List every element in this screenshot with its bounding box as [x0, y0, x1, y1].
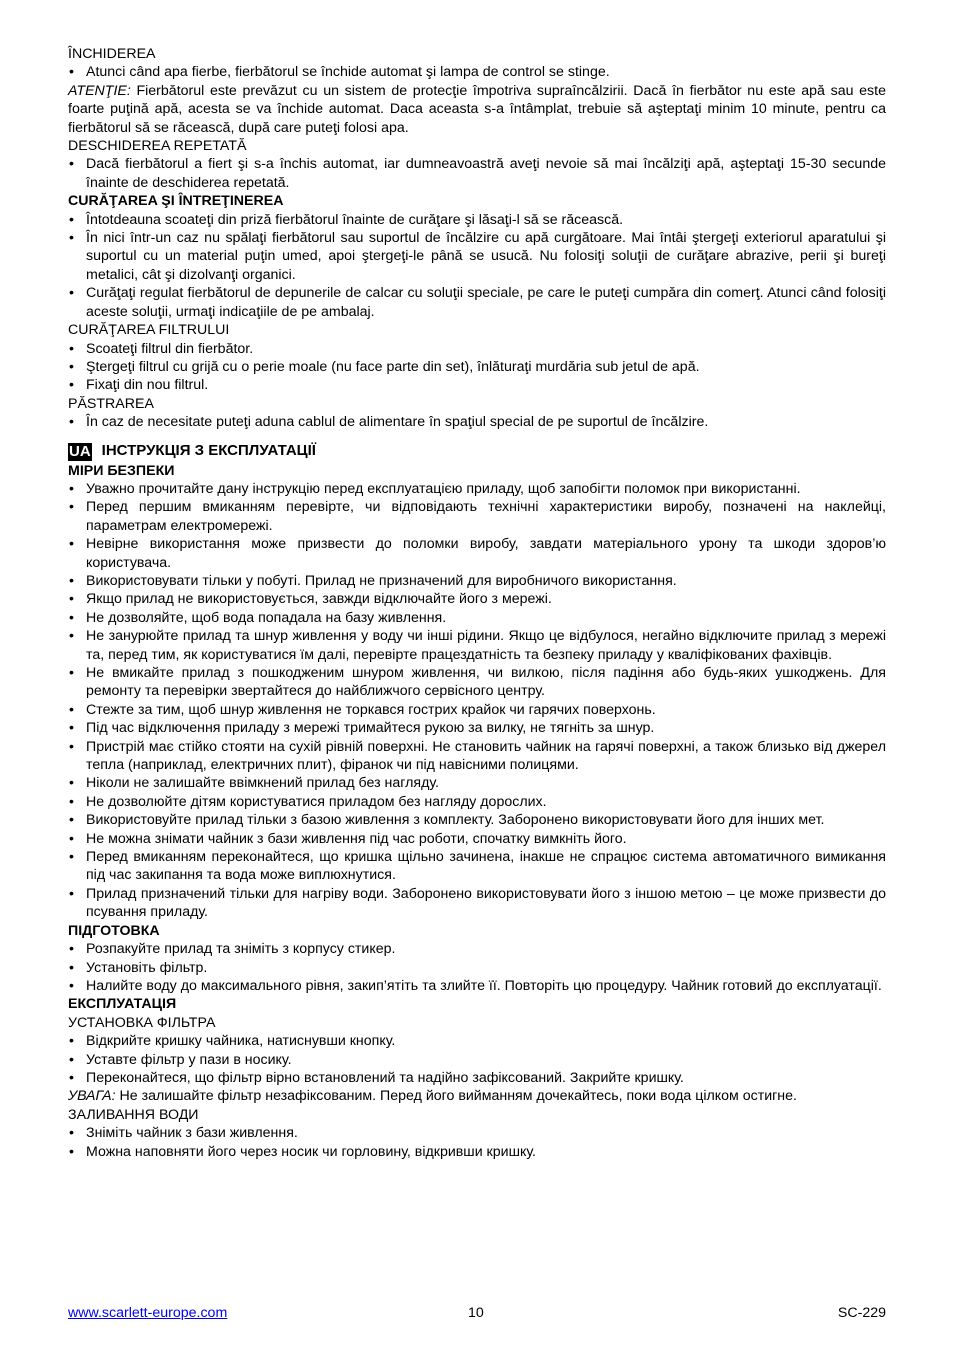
section-title: ІНСТРУКЦІЯ З ЕКСПЛУАТАЦІЇ: [101, 442, 316, 460]
list-filtru: [68, 340, 886, 395]
list-inchiderea: [68, 63, 886, 81]
list-deschiderea: [68, 155, 886, 192]
uvaga-paragraph: [68, 1087, 886, 1105]
list-item: • În caz de necesitate puteţi aduna cablul de alimentare în spaţiul special de pe suportul de încălzire.: [68, 413, 886, 431]
heading-curatarea: CURĂŢAREA ŞI ÎNTREŢINEREA: [68, 193, 284, 210]
list-item: • Переконайтеся, що фільтр вірно встановлений та надійно зафіксований. Закрийте кришку.: [68, 1069, 886, 1087]
list-filter-install: [68, 1032, 886, 1087]
heading-filter-install: УСТАНОВКА ФІЛЬТРА: [68, 1014, 216, 1031]
list-filling: [68, 1124, 886, 1161]
list-item: • Під час відключення приладу з мережі тримайтеся рукою за вилку, не тягніть за шнур.: [68, 719, 886, 737]
list-item: • Уставте фільтр у пази в носику.: [68, 1051, 886, 1069]
list-item: • Не дозволяйте, щоб вода попадала на базу живлення.: [68, 609, 886, 627]
list-item: • Не можна знімати чайник з бази живлення під час роботи, спочатку вимкніть його.: [68, 830, 886, 848]
list-item: • Невірне використання може призвести до поломки виробу, завдати матеріального урону та шкоди здоров’ю користувача.: [68, 535, 886, 572]
list-item: • Не дозволюйте дітям користуватися приладом без нагляду дорослих.: [68, 793, 886, 811]
list-item: • Ніколи не залишайте ввімкнений прилад без нагляду.: [68, 774, 886, 792]
heading-prep: ПІДГОТОВКА: [68, 922, 160, 939]
list-item: • Використовуйте прилад тільки з базою живлення з комплекту. Заборонено використовувати його для інших мет.: [68, 811, 886, 829]
list-item: • Curăţaţi regulat fierbătorul de depunerile de calcar cu soluţii speciale, pe care le puteţi cumpăra din comerţ. Atunci când folosiţi aceste soluţii, urmaţi indicaţiile de pe ambalaj.: [68, 284, 886, 321]
uvaga-label: УВАГА:: [68, 1088, 116, 1105]
heading-deschiderea: DESCHIDEREA REPETATĂ: [68, 138, 247, 155]
ua-section-heading: [68, 442, 886, 462]
page-footer: [68, 1304, 886, 1322]
list-item: • Перед першим вмиканням перевірте, чи відповідають технічні характеристики виробу, позначені на наклейці, параметрам електромережі.: [68, 498, 886, 535]
website-link[interactable]: www.scarlett-europe.com: [68, 1305, 228, 1321]
document-page: [68, 45, 886, 1161]
heading-pastrarea: PĂSTRAREA: [68, 395, 154, 412]
list-item: • Ştergeţi filtrul cu grijă cu o perie moale (nu face parte din set), înlăturaţi murdăria sub jetul de apă.: [68, 358, 886, 376]
heading-filling: ЗАЛИВАННЯ ВОДИ: [68, 1106, 199, 1123]
list-item: • Можна наповняти його через носик чи горловину, відкривши кришку.: [68, 1143, 886, 1161]
list-item: • Прилад призначений тільки для нагріву води. Заборонено використовувати його з іншою метою – це може призвести до псування приладу.: [68, 885, 886, 922]
list-item: • Використовувати тільки у побуті. Прилад не призначений для виробничого використання.: [68, 572, 886, 590]
list-item: • Dacă fierbătorul a fiert şi s-a închis automat, iar dumneavoastră aveţi nevoie să mai încălziţi apă, aşteptaţi 15-30 secunde înainte de deschiderea repetată.: [68, 155, 886, 192]
atentie-label: ATENŢIE:: [68, 82, 131, 99]
list-item: • Перед вмиканням переконайтеся, що кришка щільно зачинена, інакше не спрацює система автоматичного вимикання під час закипання та вода може виплюхнутися.: [68, 848, 886, 885]
list-item: • Не занурюйте прилад та шнур живлення у воду чи інші рідини. Якщо це відбулося, негайно відключите прилад з мережі та, перед тим, як користуватися їм далі, перевірте працездатність та безпеку приладу у кваліфікованих фахівців.: [68, 627, 886, 664]
list-item: • Розпакуйте прилад та зніміть з корпусу стикер.: [68, 940, 886, 958]
list-safety: [68, 480, 886, 922]
list-item: • Відкрийте кришку чайника, натиснувши кнопку.: [68, 1032, 886, 1050]
list-curatarea: [68, 211, 886, 321]
list-item: • Scoateţi filtrul din fierbător.: [68, 340, 886, 358]
list-item: • Зніміть чайник з бази живлення.: [68, 1124, 886, 1142]
language-badge: UA: [69, 442, 91, 460]
list-pastrarea: [68, 413, 886, 431]
list-item: • În nici într-un caz nu spălaţi fierbătorul sau suportul de încălzire cu apă curgătoare. Mai întâi ştergeţi exteriorul aparatului şi suportul cu un material puţin umed, apoi ştergeţi-le până se usucă. Nu folosiţi soluţii de curăţare abrazive, perii şi bureţi metalici, cât şi dizolvanţi organici.: [68, 229, 886, 284]
heading-safety: МІРИ БЕЗПЕКИ: [68, 462, 175, 479]
list-item: • Не вмикайте прилад з пошкодженим шнуром живлення, чи вилкою, після падіння або будь-яких ушкоджень. Для ремонту та перевірки звертайтеся до найближчого сервісного центру.: [68, 664, 886, 701]
heading-inchiderea: ÎNCHIDEREA: [68, 46, 156, 62]
atentie-paragraph: [68, 82, 886, 137]
list-item: • Уважно прочитайте дану інструкцію перед експлуатацією приладу, щоб запобігти поломок при використанні.: [68, 480, 886, 498]
list-item: • Якщо прилад не використовується, завжди відключайте його з мережі.: [68, 590, 886, 608]
page-number: 10: [468, 1305, 484, 1321]
list-item: • Установіть фільтр.: [68, 959, 886, 977]
uvaga-text: Не залишайте фільтр незафіксованим. Перед його вийманням дочекайтесь, поки вода цілком остигне.: [115, 1088, 797, 1105]
list-item: • Налийте воду до максимального рівня, закип’ятіть та злийте її. Повторіть цю процедуру. Чайник готовий до експлуатації.: [68, 977, 886, 995]
list-item: • Atunci când apa fierbe, fierbătorul se închide automat şi lampa de control se stinge.: [68, 63, 886, 81]
list-prep: [68, 940, 886, 995]
list-item: • Стежте за тим, щоб шнур живлення не торкався гострих крайок чи гарячих поверхонь.: [68, 701, 886, 719]
heading-filtru: CURĂŢAREA FILTRULUI: [68, 322, 230, 339]
heading-usage: ЕКСПЛУАТАЦІЯ: [68, 996, 177, 1013]
list-item: • Fixaţi din nou filtrul.: [68, 376, 886, 394]
list-item: • Întotdeauna scoateţi din priză fierbătorul înainte de curăţare şi lăsaţi-l să se răcească.: [68, 211, 886, 229]
model-number: SC-229: [837, 1305, 886, 1321]
atentie-text: Fierbătorul este prevăzut cu un sistem de protecţie împotriva supraîncălzirii. Dacă în fierbător nu este apă sau este foarte puţină apă, acesta se va închide automat. Daca aceasta s-a întâmplat, trebuie să aşteptaţi minim 10 minute, pentru ca fierbătorul să se răcească, după care puteţi folosi apa.: [68, 82, 886, 136]
list-item: • Пристрій має стійко стояти на сухій рівній поверхні. Не становить чайник на гарячі поверхні, а також близько від джерел тепла (наприклад, електричних плит), фіранок чи під навісними полицями.: [68, 738, 886, 775]
